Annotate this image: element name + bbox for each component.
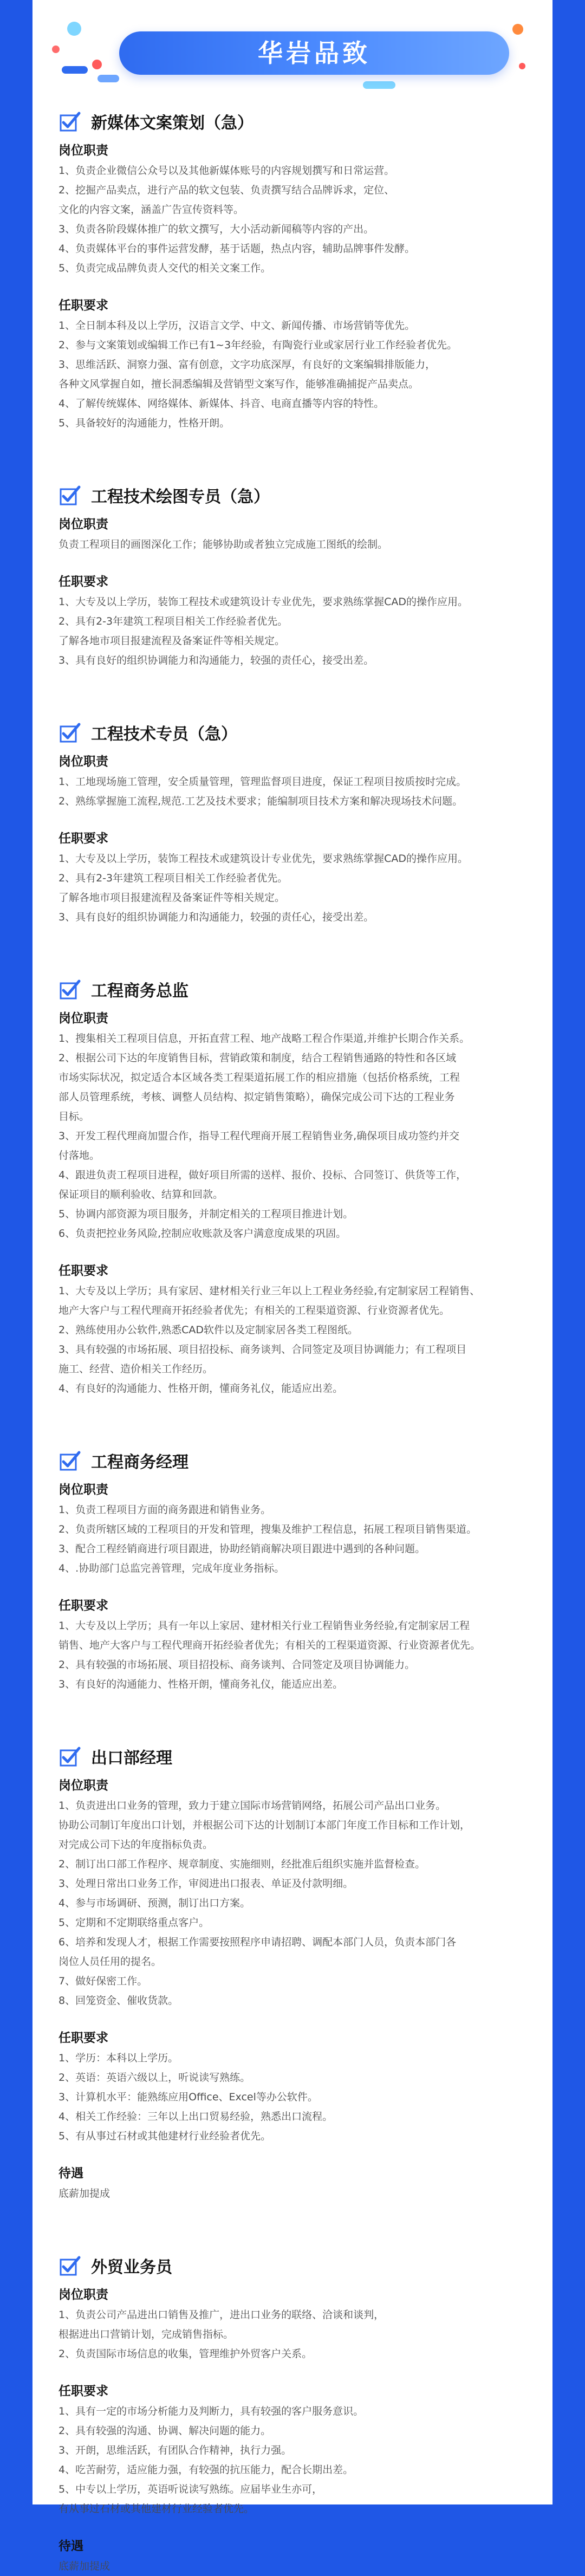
requirement-heading: 任职要求 (58, 2384, 108, 2398)
text-line: 1、负责进出口业务的管理，致力于建立国际市场营销网络，拓展公司产品出口业务。 (58, 1800, 446, 1812)
text-line: 3、处理日常出口业务工作，审阅进出口报表、单证及付款明细。 (58, 1878, 354, 1890)
checkbox-checked-icon (58, 110, 81, 133)
duty-heading: 岗位职责 (58, 1483, 108, 1497)
decor-dot (519, 63, 525, 69)
text-line: 5、定期和不定期联络重点客户。 (58, 1917, 210, 1929)
requirement-heading: 任职要求 (58, 1599, 108, 1613)
job-title: 外贸业务员 (91, 2258, 172, 2277)
text-line: 保证项目的顺利验收、结算和回款。 (58, 1189, 224, 1201)
decor-dot (92, 60, 102, 69)
text-line: 有从事过石材或其他建材行业经验者优先。 (58, 2503, 255, 2515)
decor-dash (98, 75, 119, 82)
text-line: 2、参与文案策划或编辑工作已有1~3年经验，有陶瓷行业或家居行业工作经验者优先。 (58, 339, 458, 351)
decor-dash (62, 66, 88, 74)
job-title-row (58, 1445, 531, 1476)
text-line: 2、具有较强的市场拓展、项目招投标、商务谈判、合同签定及项目协调能力。 (58, 1659, 415, 1671)
requirement-heading: 任职要求 (58, 2031, 108, 2045)
checkbox-checked-icon (58, 978, 81, 1001)
job-section (32, 106, 552, 433)
job-title-row (58, 717, 531, 748)
benefit-heading: 待遇 (58, 2166, 83, 2181)
text-line: 部人员管理系统，考核、调整人员结构、拟定销售策略），确保完成公司下达的工程业务 (58, 1091, 455, 1103)
text-line: 2、挖掘产品卖点，进行产品的软文包装、负责撰写结合品牌诉求，定位、 (58, 184, 395, 196)
text-line: 3、有良好的沟通能力、性格开朗，懂商务礼仪，能适应出差。 (58, 1678, 343, 1690)
text-line: 6、负责把控业务风险,控制应收账款及客户满意度成果的巩固。 (58, 1228, 347, 1240)
text-line: 5、中专以上学历，英语听说读写熟练。应届毕业生亦可， (58, 2483, 323, 2495)
job-title-row (58, 479, 531, 511)
text-line: 4、了解传统媒体、网络媒体、新媒体、抖音、电商直播等内容的特性。 (58, 398, 385, 410)
text-line: 4、相关工作经验：三年以上出口贸易经验，熟悉出口流程。 (58, 2111, 333, 2123)
text-line: 1、工地现场施工管理，安全质量管理，管理监督项目进度，保证工程项目按质按时完成。 (58, 776, 467, 788)
job-title: 新媒体文案策划（急） (91, 114, 253, 133)
poster-page (32, 0, 552, 2572)
text-line: 1、全日制本科及以上学历，汉语言文学、中文、新闻传播、市场营销等优先。 (58, 320, 415, 332)
text-line: 3、具有良好的组织协调能力和沟通能力，较强的责任心，接受出差。 (58, 654, 374, 666)
text-line: 3、具有较强的市场拓展、项目招投标、商务谈判、合同签定及项目协调能力；有工程项目 (58, 1344, 467, 1355)
job-section (32, 479, 552, 670)
job-section (32, 1741, 552, 2203)
text-line: 2、具有较强的沟通、协调、解决问题的能力。 (58, 2425, 271, 2437)
job-list (32, 106, 552, 2576)
text-line: 3、开发工程代理商加盟合作，指导工程代理商开展工程销售业务,确保项目成功签约并交 (58, 1130, 460, 1142)
requirement-heading: 任职要求 (58, 299, 108, 313)
text-line: 5、具备较好的沟通能力，性格开朗。 (58, 417, 230, 429)
text-line: 3、负责各阶段媒体推广的软文撰写，大小活动新闻稿等内容的产出。 (58, 223, 374, 235)
text-line: 5、有从事过石材或其他建材行业经验者优先。 (58, 2130, 271, 2142)
text-line: 协助公司制订年度出口计划，并根据公司下达的计划制订本部门年度工作目标和工作计划， (58, 1819, 471, 1831)
duty-heading: 岗位职责 (58, 2288, 108, 2302)
text-line: 文化的内容文案，涵盖广告宣传资料等。 (58, 204, 244, 216)
text-line: 4、负责媒体平台的事件运营发酵，基于话题，热点内容，辅助品牌事件发酵。 (58, 243, 415, 255)
text-line: 施工、经营、造价相关工作经历。 (58, 1363, 213, 1375)
text-line: 7、做好保密工作。 (58, 1975, 148, 1987)
text-line: 3、具有良好的组织协调能力和沟通能力，较强的责任心，接受出差。 (58, 911, 374, 923)
text-line: 1、大专及以上学历；具有家居、建材相关行业三年以上工程业务经验,有定制家居工程销售、 (58, 1285, 480, 1297)
text-line: 底薪加提成 (58, 2188, 110, 2199)
duty-heading: 岗位职责 (58, 517, 108, 531)
text-line: 2、具有2-3年建筑工程项目相关工作经验者优先。 (58, 615, 288, 627)
text-line: 1、具有一定的市场分析能力及判断力，具有较强的客户服务意识。 (58, 2405, 364, 2417)
text-line: 2、具有2-3年建筑工程项目相关工作经验者优先。 (58, 872, 288, 884)
text-line: 8、回笼资金、催收货款。 (58, 1995, 179, 2007)
text-line: 3、思维活跃、洞察力强、富有创意，文字功底深厚，有良好的文案编辑排版能力， (58, 359, 436, 371)
text-line: 对完成公司下达的年度指标负责。 (58, 1839, 213, 1851)
text-line: 2、负责所辖区域的工程项目的开发和管理，搜集及维护工程信息，拓展工程项目销售渠道。 (58, 1523, 477, 1535)
text-line: 2、熟练使用办公软件,熟悉CAD软件以及定制家居各类工程图纸。 (58, 1324, 359, 1336)
duty-heading: 岗位职责 (58, 755, 108, 769)
duty-heading: 岗位职责 (58, 144, 108, 158)
text-line: 3、开朗，思维活跃，有团队合作精神，执行力强。 (58, 2444, 292, 2456)
job-section (32, 717, 552, 927)
text-line: 6、培养和发现人才，根据工作需要按照程序申请招聘、调配本部门人员，负责本部门各 (58, 1936, 457, 1948)
text-line: 1、负责工程项目方面的商务跟进和销售业务。 (58, 1504, 271, 1516)
duty-heading: 岗位职责 (58, 1011, 108, 1026)
job-title: 工程技术专员（急） (91, 725, 237, 744)
checkbox-checked-icon (58, 484, 81, 507)
decor-dash (363, 81, 395, 89)
checkbox-checked-icon (58, 721, 81, 744)
text-line: 了解各地市项目报建流程及备案证件等相关规定。 (58, 892, 285, 904)
text-line: 2、制订出口部工作程序、规章制度、实施细则，经批准后组织实施并监督检查。 (58, 1858, 426, 1870)
text-line: 4、跟进负责工程项目进程，做好项目所需的送样、报价、投标、合同签订、供货等工作， (58, 1169, 467, 1181)
duty-heading: 岗位职责 (58, 1779, 108, 1793)
text-line: 1、搜集相关工程项目信息，开拓直营工程、地产战略工程合作渠道,并维护长期合作关系。 (58, 1033, 470, 1044)
text-line: 各种文风掌握自如，擅长洞悉编辑及营销型文案写作，能够准确捕捉产品卖点。 (58, 378, 419, 390)
text-line: 地产大客户与工程代理商开拓经验者优先；有相关的工程渠道资源、行业资源者优先。 (58, 1305, 450, 1316)
checkbox-checked-icon (58, 1745, 81, 1768)
job-section (32, 1445, 552, 1694)
header (32, 0, 552, 92)
text-line: 市场实际状况，拟定适合本区域各类工程渠道拓展工作的相应措施（包括价格系统，工程 (58, 1072, 460, 1083)
job-title: 工程技术绘图专员（急） (91, 488, 270, 507)
text-line: 4、有良好的沟通能力、性格开朗，懂商务礼仪，能适应出差。 (58, 1383, 343, 1394)
text-line: 根据进出口营销计划，完成销售指标。 (58, 2328, 234, 2340)
requirement-heading: 任职要求 (58, 575, 108, 589)
job-section (32, 974, 552, 1398)
text-line: 2、根据公司下达的年度销售目标，营销政策和制度，结合工程销售通路的特性和各区域 (58, 1052, 457, 1064)
text-line: 1、学历：本科以上学历。 (58, 2052, 179, 2064)
text-line: 3、计算机水平：能熟练应用Office、Excel等办公软件。 (58, 2091, 318, 2103)
text-line: 1、负责企业微信公众号以及其他新媒体账号的内容规划撰写和日常运营。 (58, 165, 395, 177)
text-line: 负责工程项目的画图深化工作；能够协助或者独立完成施工图纸的绘制。 (58, 538, 388, 550)
text-line: 2、负责国际市场信息的收集，管理维护外贸客户关系。 (58, 2348, 313, 2360)
text-line: 2、熟练掌握施工流程,规范.工艺及技术要求；能编制项目技术方案和解决现场技术问题。 (58, 795, 463, 807)
checkbox-checked-icon (58, 2254, 81, 2277)
benefit-heading: 待遇 (58, 2539, 83, 2553)
requirement-heading: 任职要求 (58, 832, 108, 846)
text-line: 4、.协助部门总监完善管理，完成年度业务指标。 (58, 1562, 285, 1574)
text-line: 1、大专及以上学历，装饰工程技术或建筑设计专业优先，要求熟练掌握CAD的操作应用。 (58, 596, 468, 608)
text-line: 2、英语：英语六级以上，听说读写熟练。 (58, 2072, 251, 2084)
text-line: 1、大专及以上学历；具有一年以上家居、建材相关行业工程销售业务经验,有定制家居工程 (58, 1620, 470, 1632)
text-line: 销售、地产大客户与工程代理商开拓经验者优先；有相关的工程渠道资源、行业资源者优先。 (58, 1639, 481, 1651)
job-title-row (58, 974, 531, 1005)
text-line: 5、协调内部资源为项目服务，并制定相关的工程项目推进计划。 (58, 1208, 354, 1220)
decor-dot (67, 22, 81, 36)
text-line: 4、参与市场调研、预测，制订出口方案。 (58, 1897, 251, 1909)
text-line: 1、负责公司产品进出口销售及推广，进出口业务的联络、洽谈和谈判， (58, 2309, 385, 2321)
text-line: 底薪加提成 (58, 2560, 110, 2572)
text-line: 5、负责完成品牌负责人交代的相关文案工作。 (58, 262, 271, 274)
job-section (32, 2250, 552, 2576)
text-line: 岗位人员任用的提名。 (58, 1956, 162, 1968)
job-title-row (58, 106, 531, 137)
job-title: 工程商务经理 (91, 1453, 188, 1472)
job-title: 出口部经理 (91, 1749, 172, 1768)
text-line: 4、吃苦耐劳，适应能力强，有较强的抗压能力，配合长期出差。 (58, 2464, 354, 2476)
text-line: 1、大专及以上学历，装饰工程技术或建筑设计专业优先，要求熟练掌握CAD的操作应用。 (58, 853, 468, 865)
checkbox-checked-icon (58, 1449, 81, 1472)
job-title: 工程商务总监 (91, 982, 188, 1001)
text-line: 目标。 (58, 1111, 90, 1122)
decor-dot (512, 24, 523, 35)
page-title: 华岩品致 (258, 38, 370, 68)
decor-dot (52, 46, 60, 53)
job-title-row (58, 2250, 531, 2281)
job-title-row (58, 1741, 531, 1772)
text-line: 3、配合工程经销商进行项目跟进，协助经销商解决项目跟进中遇到的各种问题。 (58, 1543, 426, 1555)
text-line: 付落地。 (58, 1150, 100, 1162)
text-line: 了解各地市项目报建流程及备案证件等相关规定。 (58, 635, 285, 647)
requirement-heading: 任职要求 (58, 1264, 108, 1278)
